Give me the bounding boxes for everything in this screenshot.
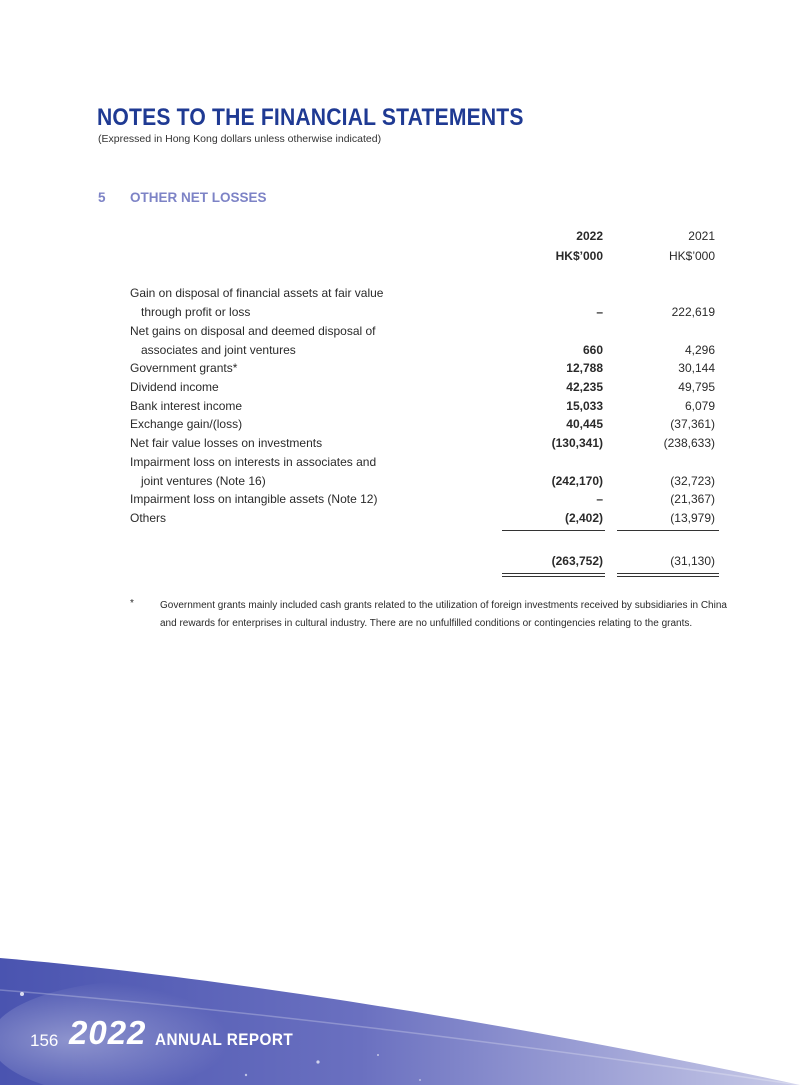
row-label: Others (130, 511, 167, 525)
row-label: associates and joint ventures (141, 343, 296, 357)
column-year-2021: 2021 (688, 229, 715, 243)
footnote-marker: * (130, 598, 134, 609)
row-label: Bank interest income (130, 399, 243, 413)
section-title: OTHER NET LOSSES (130, 190, 267, 205)
value-2022: (2,402) (564, 511, 603, 525)
value-2022: 660 (582, 343, 603, 357)
row-label: Government grants* (130, 361, 238, 375)
value-2022: 40,445 (566, 417, 603, 431)
column-unit-2021: HK$’000 (668, 249, 715, 263)
row-label: through profit or loss (141, 305, 251, 319)
footer-year: 2022 (69, 1014, 147, 1051)
value-2021: 49,795 (678, 380, 715, 394)
row-label: Dividend income (130, 380, 219, 394)
row-label: Net fair value losses on investments (130, 436, 323, 450)
column-unit-2022: HK$’000 (555, 249, 603, 263)
value-2022: 15,033 (566, 399, 603, 413)
footer-label: ANNUAL REPORT (155, 1030, 294, 1049)
value-2021: (21,367) (670, 492, 715, 506)
total-2022: (263,752) (551, 554, 603, 568)
page-title: NOTES TO THE FINANCIAL STATEMENTS (97, 104, 524, 131)
row-label: joint ventures (Note 16) (141, 474, 266, 488)
value-2021: (32,723) (670, 474, 715, 488)
value-2022: 12,788 (566, 361, 603, 375)
footnote-text: Government grants mainly included cash grants related to the utilization of foreign investments received by subsidiaries in China and rewards for enterprises in cultural industry. There are no unfulfilled conditions or contingencies relating to the grants. (160, 600, 727, 629)
row-label: Impairment loss on intangible assets (Note 12) (130, 492, 378, 506)
value-2022: – (596, 492, 603, 506)
row-label: Net gains on disposal and deemed disposal of (130, 324, 376, 338)
value-2022: (130,341) (551, 436, 603, 450)
value-2021: 6,079 (684, 399, 715, 413)
section-number: 5 (98, 190, 106, 205)
value-2021: (13,979) (670, 511, 715, 525)
value-2021: 4,296 (684, 343, 715, 357)
total-2021: (31,130) (670, 554, 715, 568)
row-label: Exchange gain/(loss) (130, 417, 243, 431)
row-label: Impairment loss on interests in associates and (130, 455, 377, 469)
page-subtitle: (Expressed in Hong Kong dollars unless otherwise indicated) (98, 133, 382, 145)
row-label: Gain on disposal of financial assets at fair value (130, 286, 384, 300)
value-2022: – (596, 305, 603, 319)
value-2021: (37,361) (670, 417, 715, 431)
page-number: 156 (30, 1031, 59, 1050)
value-2021: 30,144 (678, 361, 715, 375)
value-2022: (242,170) (551, 474, 603, 488)
value-2022: 42,235 (566, 380, 603, 394)
value-2021: 222,619 (671, 305, 715, 319)
value-2021: (238,633) (663, 436, 715, 450)
column-year-2022: 2022 (576, 229, 603, 243)
